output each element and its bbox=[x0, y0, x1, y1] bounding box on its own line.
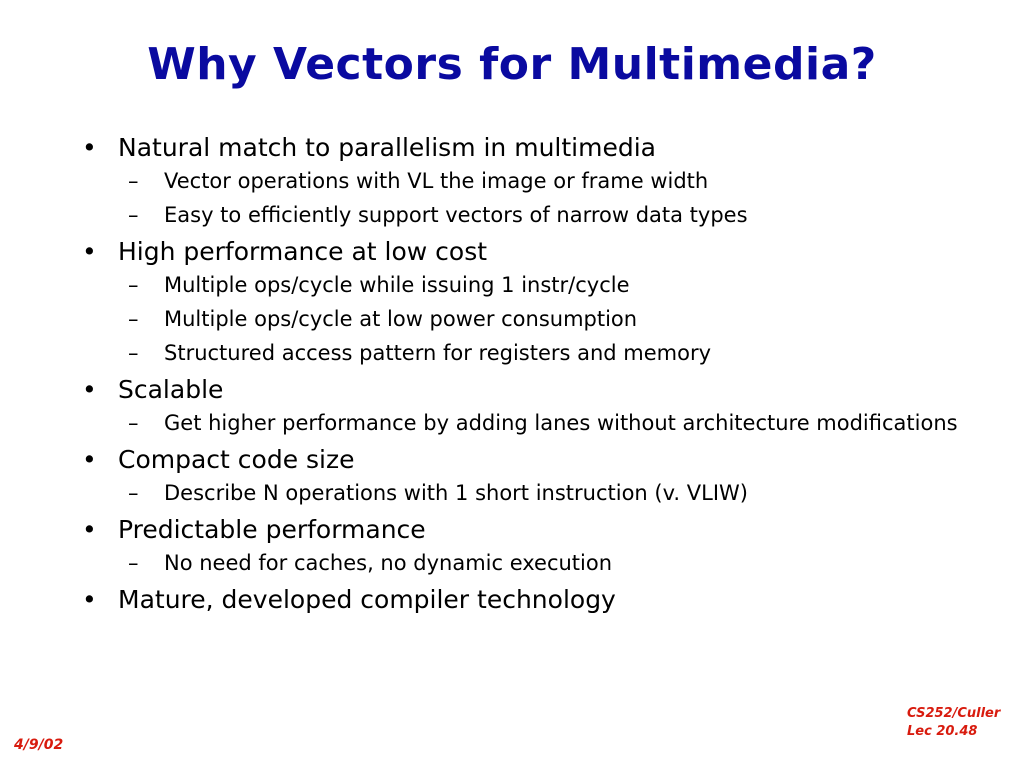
sub-bullet-text: Multiple ops/cycle at low power consumption bbox=[164, 307, 638, 331]
bullet-item bbox=[80, 236, 960, 268]
bullet-item bbox=[80, 584, 960, 616]
sub-bullet-dash-icon: – bbox=[128, 481, 139, 505]
bullet-item bbox=[80, 514, 960, 546]
sub-bullet-dash-icon: – bbox=[128, 169, 139, 193]
footer-lecture: Lec 20.48 bbox=[907, 724, 978, 739]
bullet-text: Mature, developed compiler technology bbox=[118, 585, 616, 614]
bullet-text: Compact code size bbox=[118, 445, 355, 474]
sub-bullet-item bbox=[80, 340, 960, 367]
sub-bullet-item bbox=[80, 272, 960, 299]
sub-bullet-dash-icon: – bbox=[128, 307, 139, 331]
sub-bullet-text: Multiple ops/cycle while issuing 1 instr/cycle bbox=[164, 273, 630, 297]
bullet-dot-icon: • bbox=[82, 237, 97, 266]
bullet-text: Predictable performance bbox=[118, 515, 426, 544]
sub-bullet-item bbox=[80, 202, 960, 229]
bullet-text: Scalable bbox=[118, 375, 224, 404]
sub-bullet-item bbox=[80, 480, 960, 507]
sub-bullet-dash-icon: – bbox=[128, 273, 139, 297]
sub-bullet-dash-icon: – bbox=[128, 411, 139, 435]
sub-bullet-item bbox=[80, 168, 960, 195]
bullet-text: Natural match to parallelism in multimedia bbox=[118, 133, 656, 162]
bullet-text: High performance at low cost bbox=[118, 237, 488, 266]
sub-bullet-item bbox=[80, 410, 960, 437]
bullet-dot-icon: • bbox=[82, 585, 97, 614]
sub-bullet-text: Structured access pattern for registers and memory bbox=[164, 341, 712, 365]
footer-course-info bbox=[907, 705, 1000, 741]
sub-bullet-dash-icon: – bbox=[128, 551, 139, 575]
sub-bullet-text: Easy to efficiently support vectors of narrow data types bbox=[164, 203, 748, 227]
slide-title: Why Vectors for Multimedia? bbox=[147, 39, 877, 90]
sub-bullet-text: Describe N operations with 1 short instruction (v. VLIW) bbox=[164, 481, 748, 505]
sub-bullet-dash-icon: – bbox=[128, 203, 139, 227]
bullet-dot-icon: • bbox=[82, 445, 97, 474]
bullet-item bbox=[80, 444, 960, 476]
bullet-item bbox=[80, 132, 960, 164]
sub-bullet-dash-icon: – bbox=[128, 341, 139, 365]
footer-date: 4/9/02 bbox=[14, 737, 64, 753]
sub-bullet-text: Vector operations with VL the image or frame width bbox=[164, 169, 709, 193]
bullet-dot-icon: • bbox=[82, 375, 97, 404]
bullet-list bbox=[80, 132, 960, 620]
bullet-item bbox=[80, 374, 960, 406]
sub-bullet-text: Get higher performance by adding lanes without architecture modifications bbox=[164, 411, 958, 435]
sub-bullet-item bbox=[80, 306, 960, 333]
sub-bullet-item bbox=[80, 550, 960, 577]
footer-course: CS252/Culler bbox=[907, 706, 1001, 721]
bullet-dot-icon: • bbox=[82, 515, 97, 544]
sub-bullet-text: No need for caches, no dynamic execution bbox=[164, 551, 613, 575]
bullet-dot-icon: • bbox=[82, 133, 97, 162]
